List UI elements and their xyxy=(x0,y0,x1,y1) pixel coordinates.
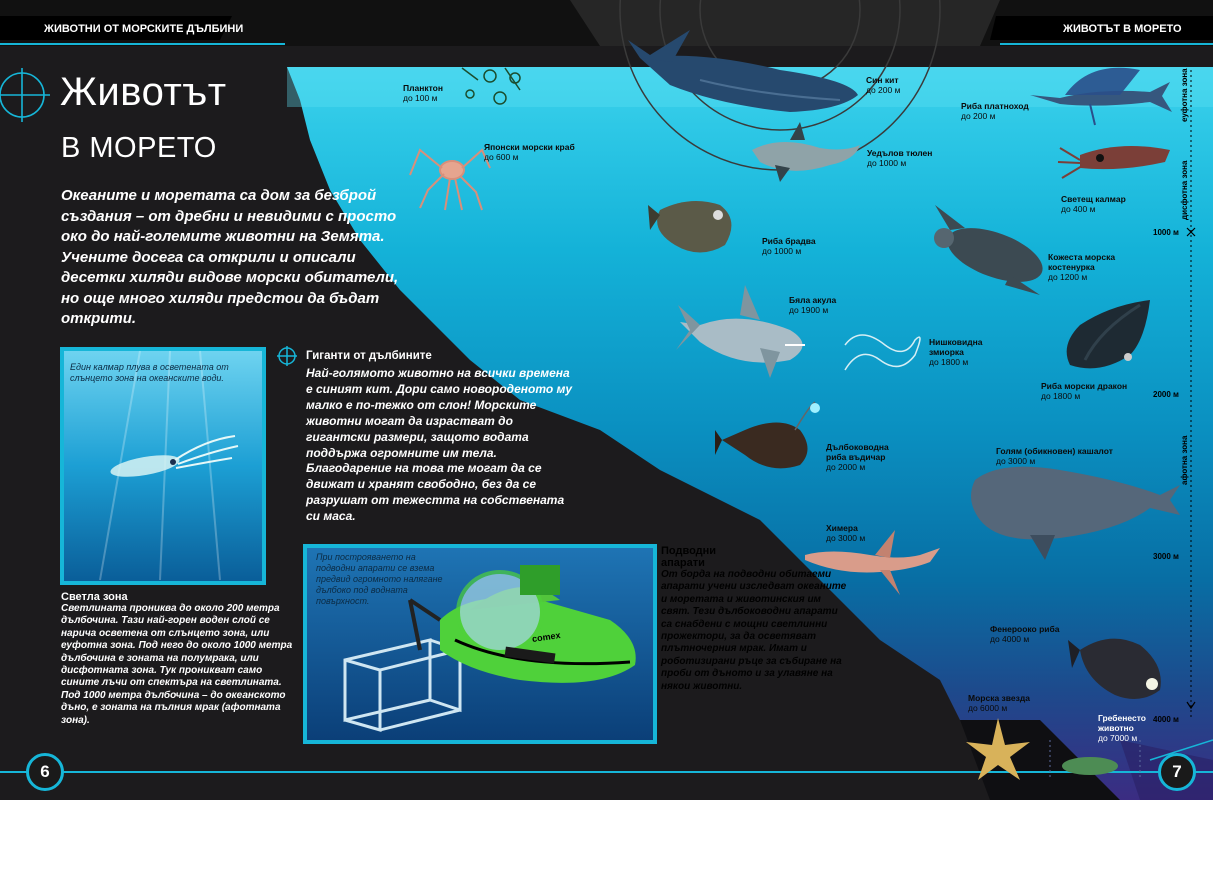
animal-label: Риба платноход до 200 м xyxy=(961,101,1029,121)
zone-label-dysphotic: дисфотна зона xyxy=(1180,160,1189,220)
animal-label: Химера до 3000 м xyxy=(826,523,866,543)
giants-heading: Гиганти от дълбините xyxy=(306,350,432,362)
submersibles-heading: Подводни апарати xyxy=(661,545,717,569)
intro-text: Океаните и моретата са дом за безброй създания – от дребни и невидими с просто око до най-големите животни на Земята. Учените досега са открили и описали десетки хиляди видове морски обитатели, но още много хиляди предстои да бъдат открити. xyxy=(61,187,399,327)
crosshair-icon xyxy=(0,68,50,122)
animal-label: Дълбоководна риба въдичар до 2000 м xyxy=(826,442,889,472)
section-crosshair-icon xyxy=(277,346,297,366)
animal-label: Нишковидна змиорка до 1800 м xyxy=(929,337,983,367)
animal-label: Уедълов тюлен до 1000 м xyxy=(867,148,933,168)
page-number-left: 6 xyxy=(26,753,64,791)
animal-label: Голям (обикновен) кашалот до 3000 м xyxy=(996,446,1113,466)
header-right: ЖИВОТЪТ В МОРЕТО xyxy=(1063,23,1182,35)
page-number-right: 7 xyxy=(1158,753,1196,791)
giants-text: Най-голямото животно на всички времена е синият кит. Дори само новороденото му малко е по-тежко от слон! Морските животни могат да израстват до гигантски размери, защото водата поддържа огромните им тела. Благодарение на това те могат да се движат и хранят свободно, без да се разрушат от тежестта на собствената си маса. xyxy=(306,366,573,524)
depth-label: 3000 м xyxy=(1153,552,1179,561)
animal-label: Гребенесто животно до 7000 м xyxy=(1098,713,1146,743)
submersible-photo-caption: При построяването на подводни апарати се взема предвид огромното налягане дълбоко под водната повърхност. xyxy=(316,552,443,606)
light-zone-section xyxy=(61,591,301,727)
animal-label: Японски морски краб до 600 м xyxy=(484,142,575,162)
light-zone-text: Светлината прониква до около 200 метра дълбочина. Тази най-горен воден слой се нарича осветена от слънцето зона, или еуфотна зона. Под него до около 1000 метра дълбочина е зоната на полумрака, или дисфотната зона. Тук проникват само сините лъчи от спектъра на светлината. Под 1000 метра дълбочина – до океанското дъно, е зоната на пълния мрак (афотната зона). xyxy=(61,603,293,726)
light-zone-heading: Светла зона xyxy=(61,591,128,603)
page-subtitle: В МОРЕТО xyxy=(61,132,217,164)
submersibles-text: От борда на подводни обитаеми апарати учени изследват океаните и моретата и животинския им свят. Тези дълбоководни апарати са снабдени с мощни светлинни прожектори, за да осветяват плътночерния мрак. Имат и роботизирани ръце за събиране на проби от дъното и за улавяне на някои животни. xyxy=(661,569,847,692)
animal-label: Син кит до 200 м xyxy=(866,75,901,95)
animal-label: Риба морски дракон до 1800 м xyxy=(1041,381,1128,401)
header-left: ЖИВОТНИ ОТ МОРСКИТЕ ДЪЛБИНИ xyxy=(44,23,244,35)
submersibles-section xyxy=(661,545,851,693)
zone-label-aphotic: афотна зона xyxy=(1180,435,1189,485)
animal-label: Планктон до 100 м xyxy=(403,83,444,103)
animal-label: Риба брадва до 1000 м xyxy=(762,236,816,256)
submersible-brand: comex xyxy=(531,630,562,644)
animal-label: Морска звезда до 6000 м xyxy=(968,693,1030,713)
animal-label: Фенерооко риба до 4000 м xyxy=(990,624,1060,644)
comb-jelly-illustration xyxy=(1062,757,1118,775)
animal-label: Светещ калмар до 400 м xyxy=(1061,194,1126,214)
page-title: Животът xyxy=(60,70,227,114)
zone-label-euphotic: еуфотна зона xyxy=(1180,68,1189,122)
squid-photo-caption: Един калмар плува в осветената от слънцето зона на океанските води. xyxy=(70,362,229,383)
animal-label: Кожеста морска костенурка до 1200 м xyxy=(1048,252,1116,282)
depth-label: 2000 м xyxy=(1153,390,1179,399)
depth-label: 1000 м xyxy=(1153,228,1179,237)
animal-label: Бяла акула до 1900 м xyxy=(789,295,837,315)
depth-label: 4000 м xyxy=(1153,715,1179,724)
